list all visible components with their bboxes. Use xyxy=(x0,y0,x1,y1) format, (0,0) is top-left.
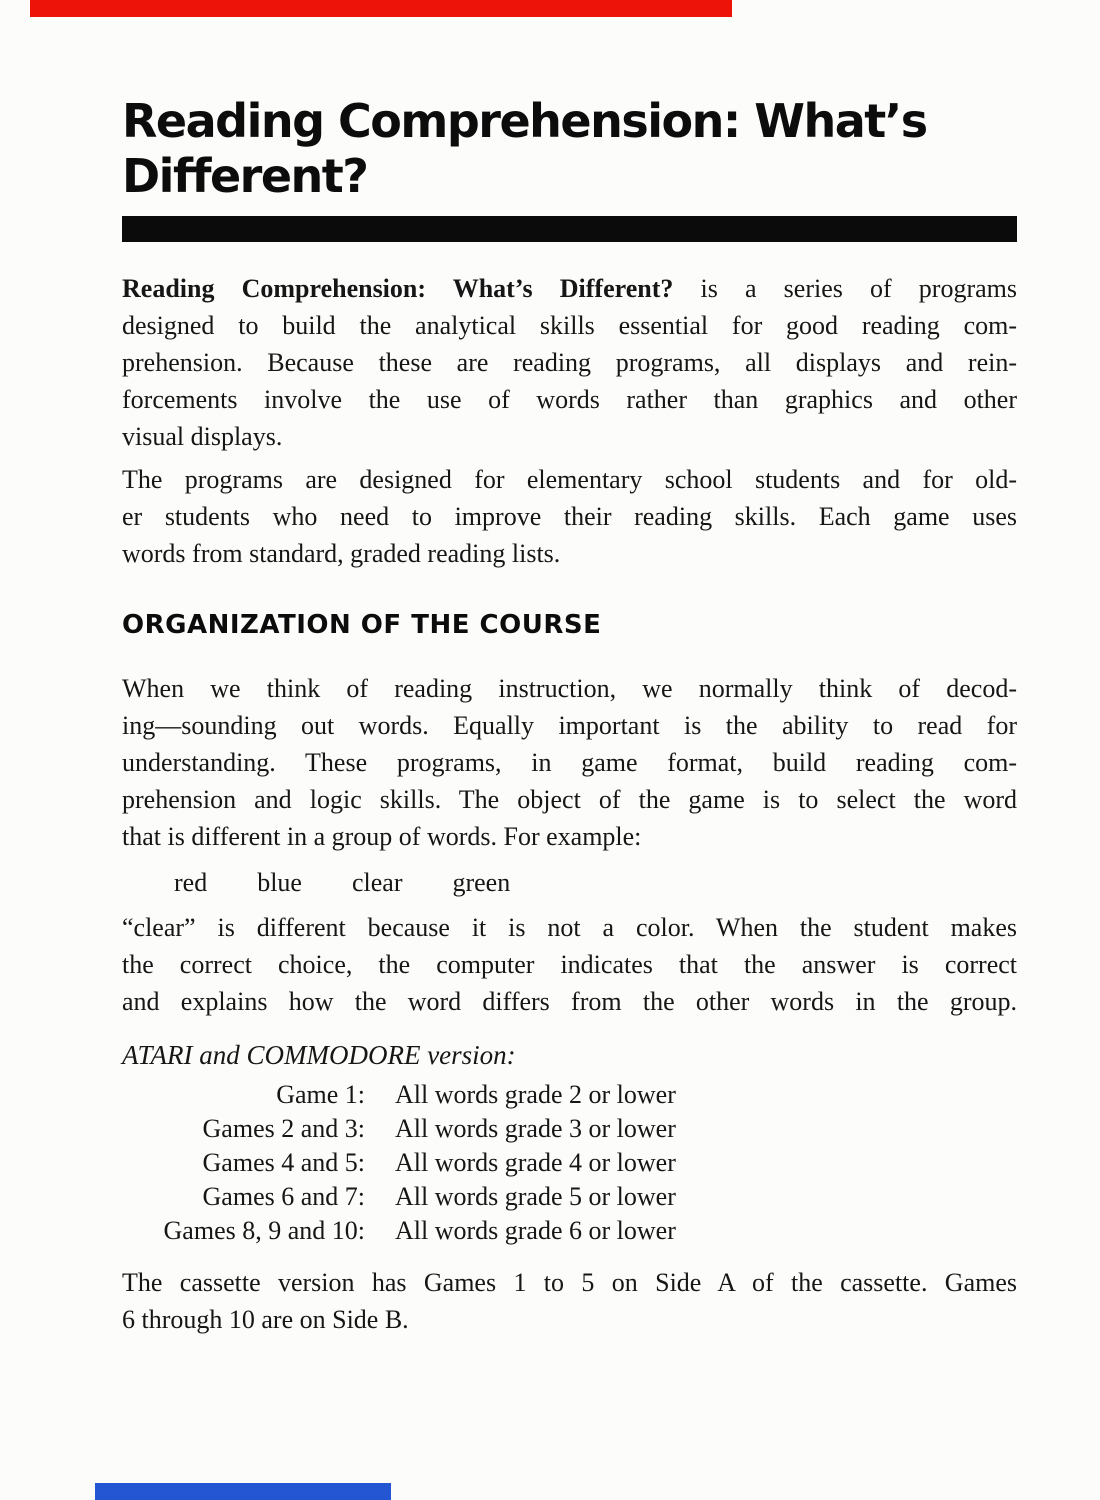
paragraph-line: er students who need to improve their reading skills. Each game uses xyxy=(122,502,1017,531)
page-title-line-1: Reading Comprehension: What’s xyxy=(122,94,927,148)
example-word: green xyxy=(452,868,511,897)
game-label: Games 4 and 5: xyxy=(202,1148,365,1177)
explanation-paragraph xyxy=(122,909,1017,1020)
paragraph-line: prehension and logic skills. The object of the game is to select the word xyxy=(122,785,1017,814)
game-label: Games 2 and 3: xyxy=(202,1114,365,1143)
table-row xyxy=(122,1112,1017,1146)
paragraph-line: “clear” is different because it is not a color. When the student makes xyxy=(122,913,1017,942)
game-description: All words grade 5 or lower xyxy=(395,1182,676,1211)
paragraph-line: that is different in a group of words. For example: xyxy=(122,822,642,851)
page-title-line-2: Different? xyxy=(122,149,368,203)
paragraph-line: visual displays. xyxy=(122,422,283,451)
table-row xyxy=(122,1214,1017,1248)
paragraph-line: 6 through 10 are on Side B. xyxy=(122,1305,409,1334)
cassette-paragraph xyxy=(122,1264,1017,1338)
section-heading-organization: ORGANIZATION OF THE COURSE xyxy=(122,610,602,640)
game-description: All words grade 2 or lower xyxy=(395,1080,676,1109)
page-content xyxy=(122,0,1017,1338)
paragraph-line: The programs are designed for elementary school students and for old- xyxy=(122,465,1017,494)
table-row xyxy=(122,1078,1017,1112)
paragraph-line: forcements involve the use of words rather than graphics and other xyxy=(122,385,1017,414)
paragraph-line: and explains how the word differs from the other words in the group. xyxy=(122,987,1017,1016)
paragraph-line: designed to build the analytical skills essential for good reading com- xyxy=(122,311,1017,340)
paragraph-line: the correct choice, the computer indicates that the answer is correct xyxy=(122,950,1017,979)
intro-lead-rest: is a series of programs xyxy=(673,274,1017,303)
table-row xyxy=(122,1146,1017,1180)
versions-caption: ATARI and COMMODORE version: xyxy=(122,1040,516,1070)
paragraph-line: When we think of reading instruction, we normally think of decod- xyxy=(122,674,1017,703)
scan-edge-blue-stripe xyxy=(95,1483,391,1500)
game-label: Game 1: xyxy=(276,1080,365,1109)
game-label: Games 8, 9 and 10: xyxy=(163,1216,365,1245)
example-word: clear xyxy=(351,868,403,897)
audience-paragraph xyxy=(122,461,1017,572)
paragraph-line: understanding. These programs, in game format, build reading com- xyxy=(122,748,1017,777)
page-title xyxy=(122,94,1017,204)
intro-lead-bold: Reading Comprehension: What’s Different? xyxy=(122,274,674,303)
game-label: Games 6 and 7: xyxy=(202,1182,365,1211)
paragraph-line: words from standard, graded reading lists. xyxy=(122,539,561,568)
example-word: blue xyxy=(257,868,302,897)
intro-paragraph xyxy=(122,270,1017,455)
table-row xyxy=(122,1180,1017,1214)
title-rule-bar xyxy=(122,216,1017,242)
game-description: All words grade 3 or lower xyxy=(395,1114,676,1143)
paragraph-line: prehension. Because these are reading programs, all displays and rein- xyxy=(122,348,1017,377)
game-description: All words grade 4 or lower xyxy=(395,1148,676,1177)
paragraph-line: The cassette version has Games 1 to 5 on Side A of the cassette. Games xyxy=(122,1268,1017,1297)
games-grade-table xyxy=(122,1078,1017,1248)
paragraph-line xyxy=(122,270,1017,307)
game-description: All words grade 6 or lower xyxy=(395,1216,676,1245)
example-word: red xyxy=(174,868,208,897)
paragraph-line: ing—sounding out words. Equally important is the ability to read for xyxy=(122,711,1017,740)
organization-paragraph xyxy=(122,670,1017,855)
example-word-row xyxy=(122,863,1017,903)
